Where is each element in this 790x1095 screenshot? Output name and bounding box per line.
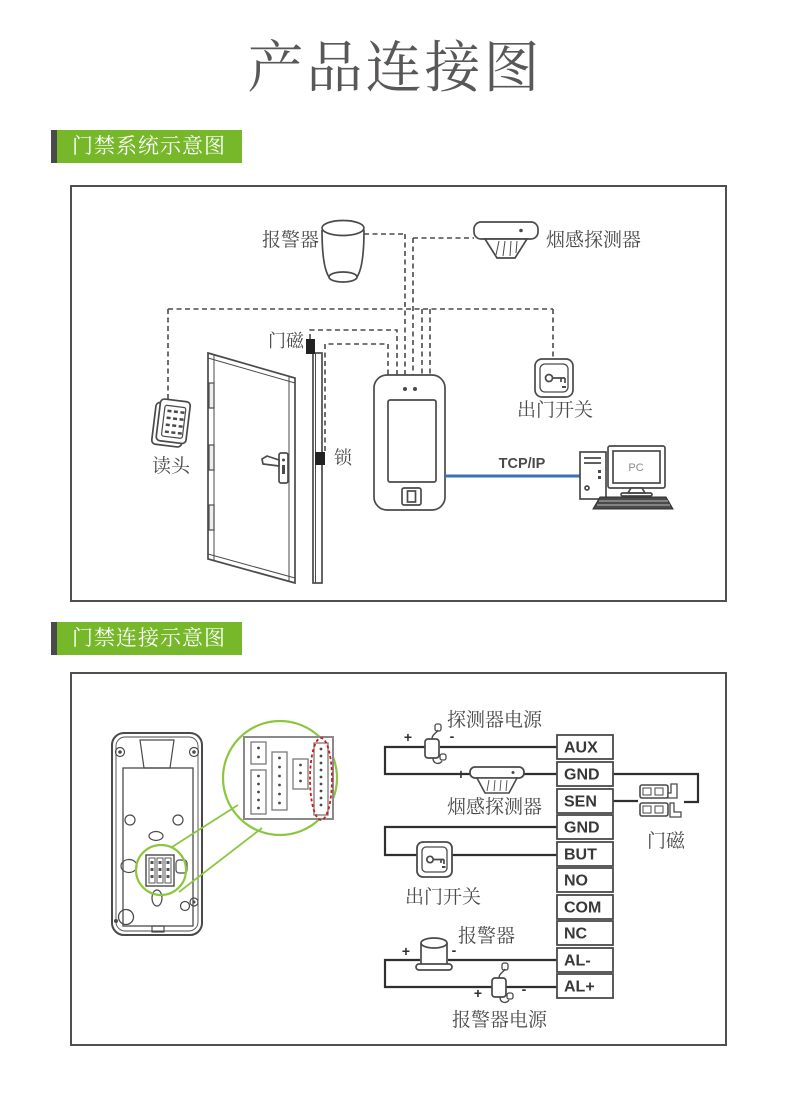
exit-button-icon: [417, 842, 452, 877]
plus-sign: +: [456, 766, 466, 782]
door-magnet-label: 门磁: [646, 831, 686, 852]
reader-label: 读头: [151, 456, 191, 477]
terminal-label: NO: [564, 872, 588, 890]
terminal-label: GND: [564, 819, 600, 837]
plus-sign: +: [403, 729, 413, 745]
terminal-row: [557, 948, 613, 972]
minus-sign: -: [527, 765, 533, 781]
pc-label: PC: [628, 462, 644, 474]
connection-diagram: [72, 674, 725, 1044]
terminal-label: COM: [564, 899, 602, 917]
terminal-label: AUX: [564, 739, 598, 757]
terminal-label: AL-: [564, 952, 591, 970]
alarm-power-icon: [492, 963, 513, 1002]
section1-heading: [51, 130, 242, 163]
terminal-block: [557, 735, 613, 998]
door-magnet-icon: [640, 784, 681, 817]
section1-heading-label: 门禁系统示意图: [57, 130, 242, 163]
terminal-row: [557, 815, 613, 839]
lock-label: 锁: [334, 448, 352, 468]
terminal-row: [557, 895, 613, 919]
minus-sign: -: [451, 942, 457, 958]
page-title: 产品连接图: [247, 36, 543, 99]
terminal-row: [557, 921, 613, 945]
terminal-label: SEN: [564, 793, 597, 811]
card-reader-icon: [151, 398, 190, 448]
terminal-row: [557, 735, 613, 759]
terminal-row: [557, 974, 613, 998]
door-graphic: [208, 353, 322, 583]
alarm-label: 报警器: [261, 230, 319, 251]
lock-block: [315, 452, 325, 465]
smoke-detector-icon: [474, 222, 538, 258]
section2-heading: [51, 622, 242, 655]
alarm-power-label: 报警器电源: [452, 1010, 548, 1031]
system-diagram: [72, 187, 725, 600]
detector-power-icon: [425, 724, 446, 763]
connection-diagram-frame: [70, 672, 727, 1046]
plus-sign: +: [473, 985, 483, 1001]
exit-button-label: 出门开关: [405, 887, 482, 908]
minus-sign: -: [521, 981, 527, 997]
alarm-siren-icon: [416, 938, 452, 970]
plus-sign: +: [401, 943, 411, 959]
terminal-row: [557, 842, 613, 866]
alarm-label: 报警器: [458, 926, 516, 947]
connector-detail: [244, 737, 333, 820]
alarm-siren-icon: [322, 221, 364, 283]
terminal-label: GND: [564, 766, 600, 784]
exit-button-label: 出门开关: [516, 400, 594, 421]
terminal-label: AL+: [564, 978, 595, 996]
pc-icon: [580, 446, 673, 509]
terminal-row: [557, 762, 613, 786]
access-terminal-icon: [374, 375, 445, 510]
terminal-row: [557, 868, 613, 892]
section2-heading-label: 门禁连接示意图: [57, 622, 242, 655]
terminal-row: [557, 789, 613, 813]
terminal-label: BUT: [564, 846, 597, 864]
minus-sign: -: [449, 728, 455, 744]
smoke-detector-icon: [470, 767, 524, 793]
door-magnet-label: 门磁: [268, 331, 304, 351]
system-diagram-frame: [70, 185, 727, 602]
door-magnet-block: [306, 339, 315, 354]
detector-power-label: 探测器电源: [447, 710, 543, 731]
terminal-label: NC: [564, 925, 588, 943]
exit-button-icon: [535, 359, 573, 397]
smoke-detector-label: 烟感探测器: [447, 797, 543, 818]
device-back-plate: [112, 733, 202, 935]
smoke-detector-label: 烟感探测器: [546, 230, 642, 251]
tcpip-label: TCP/IP: [498, 456, 546, 472]
